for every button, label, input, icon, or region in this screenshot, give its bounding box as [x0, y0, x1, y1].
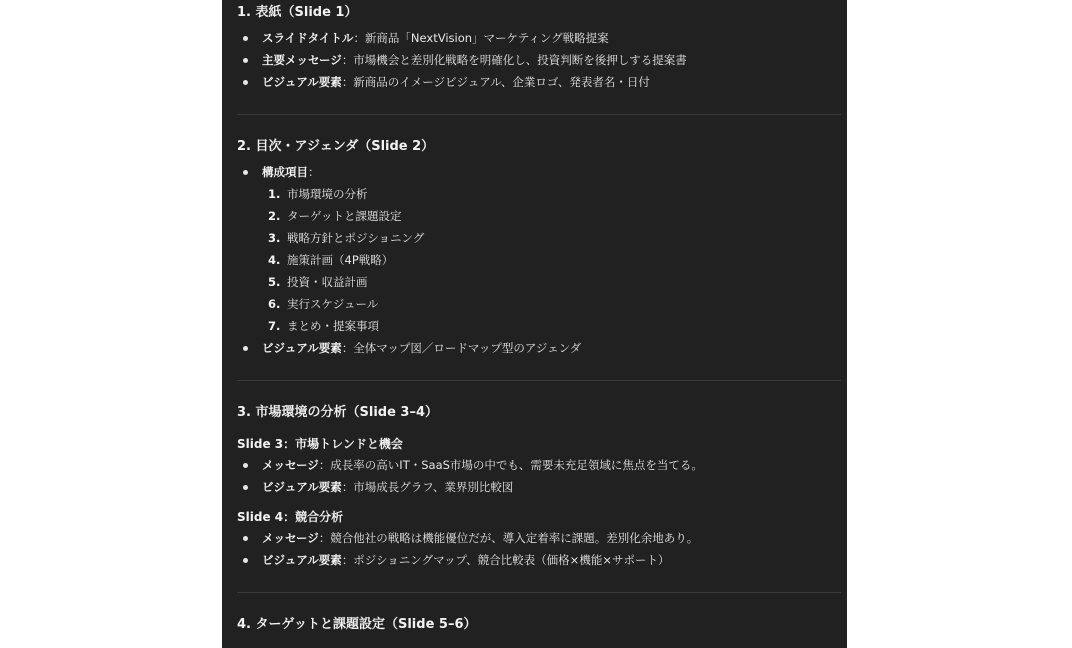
bullet-label: ビジュアル要素: [262, 553, 342, 567]
bullet-label: メッセージ: [262, 458, 319, 472]
bullet-label: ビジュアル要素: [262, 341, 342, 355]
section-1-list: [237, 27, 841, 93]
bullet-text: ：新商品「NextVision」マーケティング戦略提案: [353, 31, 609, 45]
bullet-label: ビジュアル要素: [262, 75, 342, 89]
bullet-label: 構成項目: [262, 165, 308, 179]
bullet-label: メッセージ: [262, 531, 319, 545]
list-item: [237, 71, 841, 93]
response-content: [237, 0, 841, 635]
list-item: [237, 549, 841, 571]
slide-3-list: [237, 454, 841, 498]
bullet-text: ：全体マップ図／ロードマップ型のアジェンダ: [341, 341, 582, 355]
bullet-text: ：市場成長グラフ、業界別比較図: [341, 480, 514, 494]
section-divider: [237, 114, 841, 115]
section-2-heading: 2. 目次・アジェンダ（Slide 2）: [237, 139, 435, 154]
list-item: [237, 476, 841, 498]
agenda-numbered-list: [262, 183, 841, 337]
slide-4-list: [237, 527, 841, 571]
section-divider: [237, 380, 841, 381]
bullet-label: ビジュアル要素: [262, 480, 342, 494]
section-3-heading: 3. 市場環境の分析（Slide 3–4）: [237, 405, 439, 420]
bullet-text: ：: [308, 165, 320, 179]
bullet-text: ：成長率の高いIT・SaaS市場の中でも、需要未充足領域に焦点を当てる。: [318, 458, 703, 472]
bullet-label: 主要メッセージ: [262, 53, 342, 67]
section-2-list: [237, 161, 841, 359]
agenda-item: 6. 実行スケジュール: [268, 297, 379, 311]
bullet-text: ：新商品のイメージビジュアル、企業ロゴ、発表者名・日付: [341, 75, 650, 89]
section-divider: [237, 592, 841, 593]
agenda-item: 4. 施策計画（4P戦略）: [268, 253, 394, 267]
slide-3-heading: Slide 3：市場トレンドと機会: [237, 437, 403, 451]
agenda-item: 1. 市場環境の分析: [268, 187, 368, 201]
list-item: [237, 27, 841, 49]
list-item: [237, 49, 841, 71]
list-item: [237, 161, 841, 337]
section-4-heading: 4. ターゲットと課題設定（Slide 5–6）: [237, 617, 477, 632]
bullet-text: ：市場機会と差別化戦略を明確化し、投資判断を後押しする提案書: [341, 53, 687, 67]
bullet-text: ：ポジショニングマップ、競合比較表（価格×機能×サポート）: [341, 553, 670, 567]
bullet-text: ：競合他社の戦略は機能優位だが、導入定着率に課題。差別化余地あり。: [318, 531, 699, 545]
list-item: [237, 527, 841, 549]
agenda-item: 2. ターゲットと課題設定: [268, 209, 402, 223]
agenda-item: 5. 投資・収益計画: [268, 275, 368, 289]
bullet-label: スライドタイトル: [262, 31, 354, 45]
list-item: [237, 454, 841, 476]
chat-response-panel: [222, 0, 847, 648]
section-1-heading: 1. 表紙（Slide 1）: [237, 5, 358, 20]
list-item: [237, 337, 841, 359]
agenda-item: 3. 戦略方針とポジショニング: [268, 231, 425, 245]
slide-4-heading: Slide 4：競合分析: [237, 510, 344, 524]
agenda-item: 7. まとめ・提案事項: [268, 319, 379, 333]
